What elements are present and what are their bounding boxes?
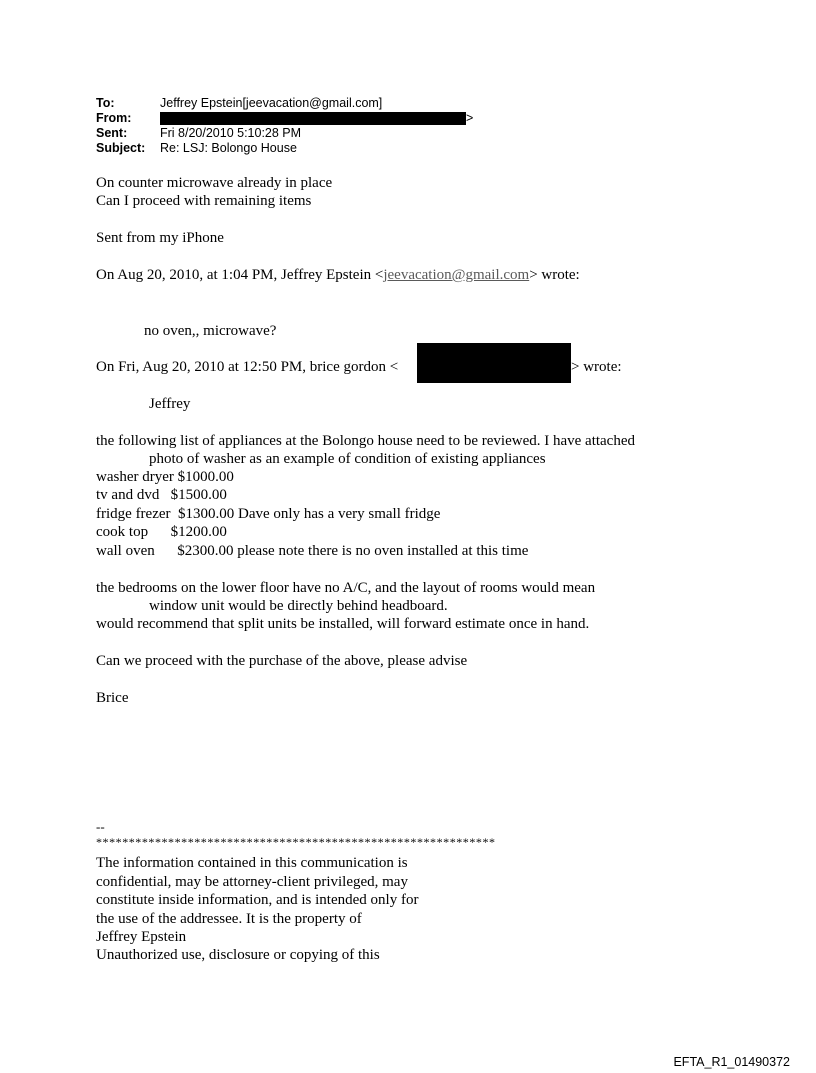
to-value: Jeffrey Epstein[jeevacation@gmail.com] (160, 96, 383, 110)
para3: Can we proceed with the purchase of the above, please advise (96, 653, 468, 669)
quote2-prefix: On Fri, Aug 20, 2010 at 12:50 PM, brice gordon < (96, 359, 399, 375)
quote1-attribution (96, 266, 580, 284)
quote1-text: no oven,, microwave? (144, 323, 277, 339)
reply-line-2: Can I proceed with remaining items (96, 193, 312, 209)
para1-line-1: the following list of appliances at the Bolongo house need to be reviewed. I have attached (96, 433, 635, 449)
quote1-prefix: On Aug 20, 2010, at 1:04 PM, Jeffrey Epstein < (96, 267, 384, 283)
iphone-signature: Sent from my iPhone (96, 230, 224, 246)
quote2-redaction (417, 343, 571, 383)
sent-label: Sent: (96, 126, 128, 140)
para1-line-2: photo of washer as an example of condition of existing appliances (149, 451, 546, 467)
subject-value: Re: LSJ: Bolongo House (160, 141, 297, 155)
appliance-item: cook top $1200.00 (96, 524, 227, 540)
to-label: To: (96, 96, 115, 110)
appliance-item: wall oven $2300.00 please note there is no oven installed at this time (96, 543, 529, 559)
appliance-item: tv and dvd $1500.00 (96, 487, 227, 503)
document-id: EFTA_R1_01490372 (673, 1055, 790, 1069)
from-tail: > (466, 111, 474, 125)
appliance-item: fridge frezer $1300.00 Dave only has a very small fridge (96, 506, 441, 522)
reply-line-1: On counter microwave already in place (96, 175, 333, 191)
disclaimer-line: confidential, may be attorney-client privileged, may (96, 874, 408, 890)
quote1-suffix: > wrote: (529, 267, 580, 283)
disclaimer-line: constitute inside information, and is intended only for (96, 892, 419, 908)
from-label: From: (96, 111, 132, 125)
sent-value: Fri 8/20/2010 5:10:28 PM (160, 126, 302, 140)
subject-label: Subject: (96, 141, 146, 155)
from-redaction (160, 112, 466, 125)
disclaimer-line: The information contained in this communication is (96, 855, 408, 871)
disclaimer-line: Unauthorized use, disclosure or copying of this (96, 947, 380, 963)
para2-line-3: would recommend that split units be installed, will forward estimate once in hand. (96, 616, 590, 632)
quote2-suffix: > wrote: (571, 359, 622, 375)
greeting: Jeffrey (149, 396, 191, 412)
quote1-email-link[interactable]: jeevacation@gmail.com (383, 267, 530, 283)
asterisk-separator: ************************************************************* (96, 835, 496, 849)
disclaimer-line: Jeffrey Epstein (96, 929, 187, 945)
para2-line-1: the bedrooms on the lower floor have no A/C, and the layout of rooms would mean (96, 580, 596, 596)
disclaimer-line: the use of the addressee. It is the property of (96, 911, 362, 927)
signature-dashes: -- (96, 819, 105, 834)
appliance-item: washer dryer $1000.00 (96, 469, 234, 485)
closing-name: Brice (96, 690, 129, 706)
para2-line-2: window unit would be directly behind headboard. (149, 598, 448, 614)
